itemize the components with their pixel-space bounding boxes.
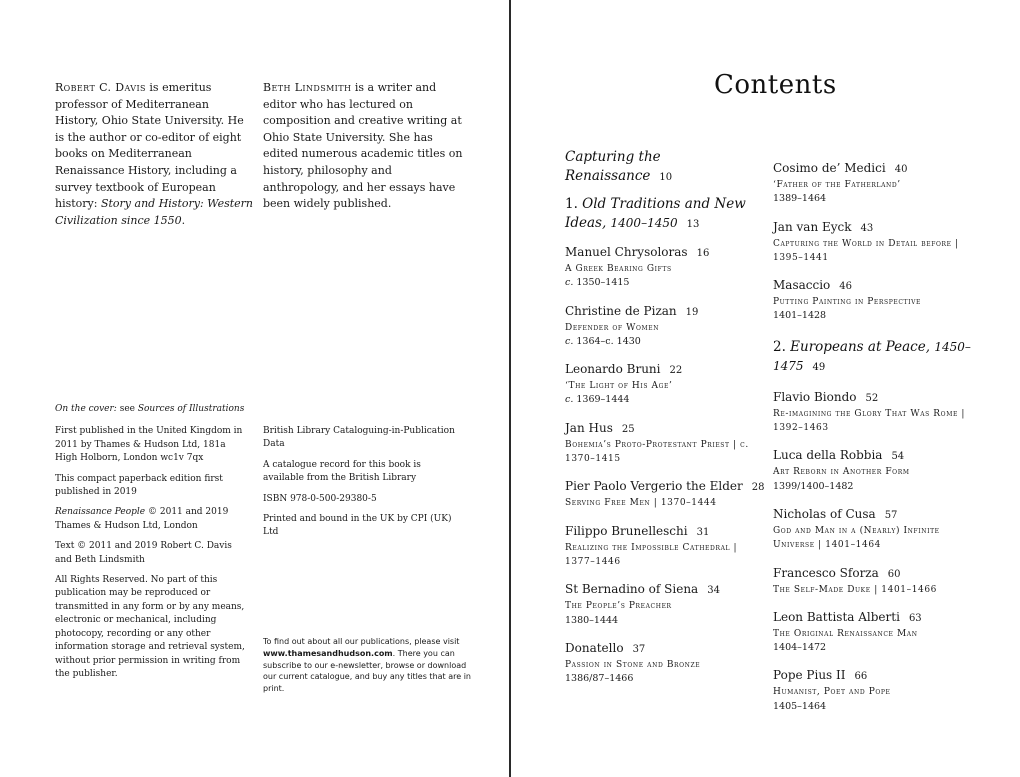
toc-entry-name: Luca della Robbia 54	[773, 448, 905, 463]
toc-entry-subtitle: Putting Painting in Perspective	[773, 297, 922, 308]
page-number: 13	[686, 219, 700, 230]
author-name: Beth Lindsmith	[263, 81, 352, 94]
toc-entry	[773, 160, 973, 207]
author-bio-davis	[55, 80, 255, 229]
page-number: 16	[696, 248, 710, 259]
first-published-note: First published in the United Kingdom in 2011 by Thames & Hudson Ltd, 181a High Holborn, London wc1v 7qx	[55, 426, 243, 464]
toc-entry	[773, 277, 973, 324]
toc-entry	[565, 303, 765, 350]
page-number: 25	[621, 423, 635, 435]
page-number: 28	[751, 482, 765, 494]
toc-column-2	[773, 148, 973, 714]
author-bio-lindsmith	[263, 80, 468, 213]
promo-text: To find out about all our publications, please visit www.thamesandhudson.com. There you can subscribe to our e-newsletter, browse or download our current catalogue, and buy any titles that are in print.	[263, 637, 471, 694]
rights-statement: All Rights Reserved. No part of this publication may be reproduced or transmitted in any form or by any means, electronic or mechanical, including photocopy, recording or any other information storage and retrieval system, without prior permission in writing from the publisher.	[55, 575, 245, 679]
page-number: 49	[812, 361, 826, 373]
toc-entry-subtitle: The Self-Made Duke | 1401–1466	[773, 584, 938, 595]
imprint-column-1	[55, 403, 245, 688]
imprint-column-2	[263, 425, 463, 547]
toc-entry-name: St Bernadino of Siena 34	[565, 582, 720, 597]
page-number: 34	[707, 585, 720, 597]
page-number: 10	[659, 172, 673, 183]
toc-entry	[773, 667, 973, 714]
toc-entry	[773, 389, 973, 436]
catalogue-record: A catalogue record for this book is available from the British Library	[263, 459, 421, 484]
toc-entry-subtitle: Passion in Stone and Bronze	[565, 659, 701, 670]
toc-entry-dates: c. 1369–1444	[565, 394, 630, 406]
page-number: 52	[865, 392, 879, 404]
toc-part-2: 2. Europeans at Peace, 1450–1475 49	[773, 338, 971, 373]
copyright-text: Text © 2011 and 2019 Robert C. Davis and Beth Lindsmith	[55, 541, 232, 565]
toc-entry-name: Nicholas of Cusa 57	[773, 506, 898, 521]
publisher-promo	[263, 636, 473, 695]
page-number: 57	[884, 509, 898, 521]
toc-entry-name: Donatello 37	[565, 640, 646, 655]
toc-entry	[565, 420, 765, 467]
publisher-url: www.thamesandhudson.com	[263, 648, 393, 658]
toc-entry-dates: 1386/87–1466	[565, 673, 634, 685]
toc-entry	[565, 523, 765, 570]
toc-entry-subtitle: Realizing the Impossible Cathedral | 1377–1446	[565, 542, 738, 567]
toc-entry	[565, 640, 765, 687]
toc-entry-name: Masaccio 46	[773, 278, 852, 293]
toc-entry-name: Christine de Pizan 19	[565, 303, 699, 318]
toc-entry-name: Cosimo de’ Medici 40	[773, 161, 908, 175]
toc-entry-name: Jan Hus 25	[565, 420, 635, 435]
toc-entry-subtitle: ‘Father of the Fatherland’	[773, 180, 901, 190]
toc-entry-subtitle: Art Reborn in Another Form	[773, 467, 910, 478]
toc-entry-name: Pope Pius II 66	[773, 668, 868, 683]
toc-entry-subtitle: God and Man in a (Nearly) Infinite Universe | 1401–1464	[773, 525, 940, 551]
toc-entry-subtitle: Capturing the World in Detail before | 1395–1441	[773, 238, 959, 263]
toc-entry-dates: 1380–1444	[565, 614, 619, 626]
toc-entry-subtitle: Humanist, Poet and Pope	[773, 687, 891, 698]
bio-davis-text: Robert C. Davis is emeritus professor of Mediterranean History, Ohio State University. He is the author or co-editor of eight books on Mediterranean Renaissance History, including a survey textbook of European history: Story and History: Western Civilization since 1550.	[55, 81, 254, 227]
toc-entry-dates: 1401–1428	[773, 310, 827, 322]
toc-entry-name: Filippo Brunelleschi 31	[565, 523, 710, 538]
toc-entry-dates: c. 1364–c. 1430	[565, 335, 641, 347]
toc-entry-subtitle: Bohemia’s Proto-Protestant Priest | c. 1370–1415	[565, 439, 749, 465]
toc-entry	[773, 506, 973, 553]
toc-entry	[773, 219, 973, 266]
toc-entry-name: Manuel Chrysoloras 16	[565, 245, 710, 259]
page-number: 66	[854, 671, 868, 683]
toc-intro: Capturing the Renaissance 10	[565, 149, 673, 184]
toc-entry-subtitle: Re-imagining the Glory That Was Rome | 1392–1463	[773, 408, 966, 434]
toc-entries-col1	[565, 244, 765, 686]
compact-edition-note: This compact paperback edition first published in 2019	[55, 473, 223, 498]
page-number: 19	[685, 306, 699, 318]
toc-entry-subtitle: The People’s Preacher	[565, 601, 672, 612]
page-number: 37	[632, 643, 646, 655]
toc-entries-col2b	[773, 389, 973, 714]
toc-entry	[773, 447, 973, 494]
toc-entry	[565, 244, 765, 291]
toc-entry-subtitle: A Greek Bearing Gifts	[565, 264, 672, 274]
toc-entry-dates: 1404–1472	[773, 642, 827, 654]
cip-heading: British Library Cataloguing-in-Publication Data	[263, 426, 455, 450]
toc-entry-name: Flavio Biondo 52	[773, 389, 879, 404]
page-number: 22	[669, 365, 683, 377]
toc-entry	[565, 361, 765, 408]
toc-entry	[565, 581, 765, 628]
toc-entry-subtitle: The Original Renaissance Man	[773, 628, 918, 639]
bio-lindsmith-text: Beth Lindsmith is a writer and editor who has lectured on composition and creative writing at Ohio State University. She has edited numerous academic titles on history, philosophy and anthropology, and her essays have been widely published.	[263, 81, 463, 211]
toc-column-1	[565, 148, 765, 686]
toc-entry-dates: 1405–1464	[773, 700, 827, 712]
toc-entry-name: Jan van Eyck 43	[773, 219, 874, 234]
toc-entry-name: Leon Battista Alberti 63	[773, 609, 922, 624]
toc-entry-subtitle: Serving Free Men | 1370–1444	[565, 498, 717, 509]
toc-part-1: 1. Old Traditions and New Ideas, 1400–1450 13	[565, 196, 746, 231]
cover-note: On the cover: see Sources of Illustrations	[55, 404, 245, 414]
toc-entry-dates: 1399/1400–1482	[773, 480, 854, 492]
copyright-publisher: Renaissance People © 2011 and 2019 Thames & Hudson Ltd, London	[55, 507, 229, 531]
toc-entry-subtitle: ‘The Light of His Age’	[565, 381, 673, 392]
toc-entry	[773, 609, 973, 656]
page-number: 43	[860, 222, 874, 234]
page-number: 40	[894, 164, 908, 175]
contents-title: Contents	[714, 70, 837, 100]
toc-entry	[773, 565, 973, 597]
toc-entry-name: Pier Paolo Vergerio the Elder 28	[565, 479, 765, 494]
toc-entry	[565, 478, 765, 510]
page-number: 54	[891, 451, 905, 463]
page-number: 31	[696, 526, 710, 538]
toc-entry-name: Leonardo Bruni 22	[565, 362, 683, 377]
isbn: ISBN 978-0-500-29380-5	[263, 493, 377, 504]
page-number: 46	[839, 281, 852, 293]
book-title: Story and History: Western Civilization since 1550	[55, 197, 254, 227]
toc-entry-dates: 1389–1464	[773, 193, 827, 205]
printer-note: Printed and bound in the UK by CPI (UK) Ltd	[263, 514, 452, 538]
toc-entry-name: Francesco Sforza 60	[773, 565, 901, 580]
page-number: 60	[887, 568, 901, 580]
toc-entry-subtitle: Defender of Women	[565, 322, 660, 333]
author-name: Robert C. Davis	[55, 81, 146, 94]
page-number: 63	[908, 612, 922, 624]
toc-entries-col2a	[773, 160, 973, 324]
toc-entry-dates: c. 1350–1415	[565, 277, 630, 289]
